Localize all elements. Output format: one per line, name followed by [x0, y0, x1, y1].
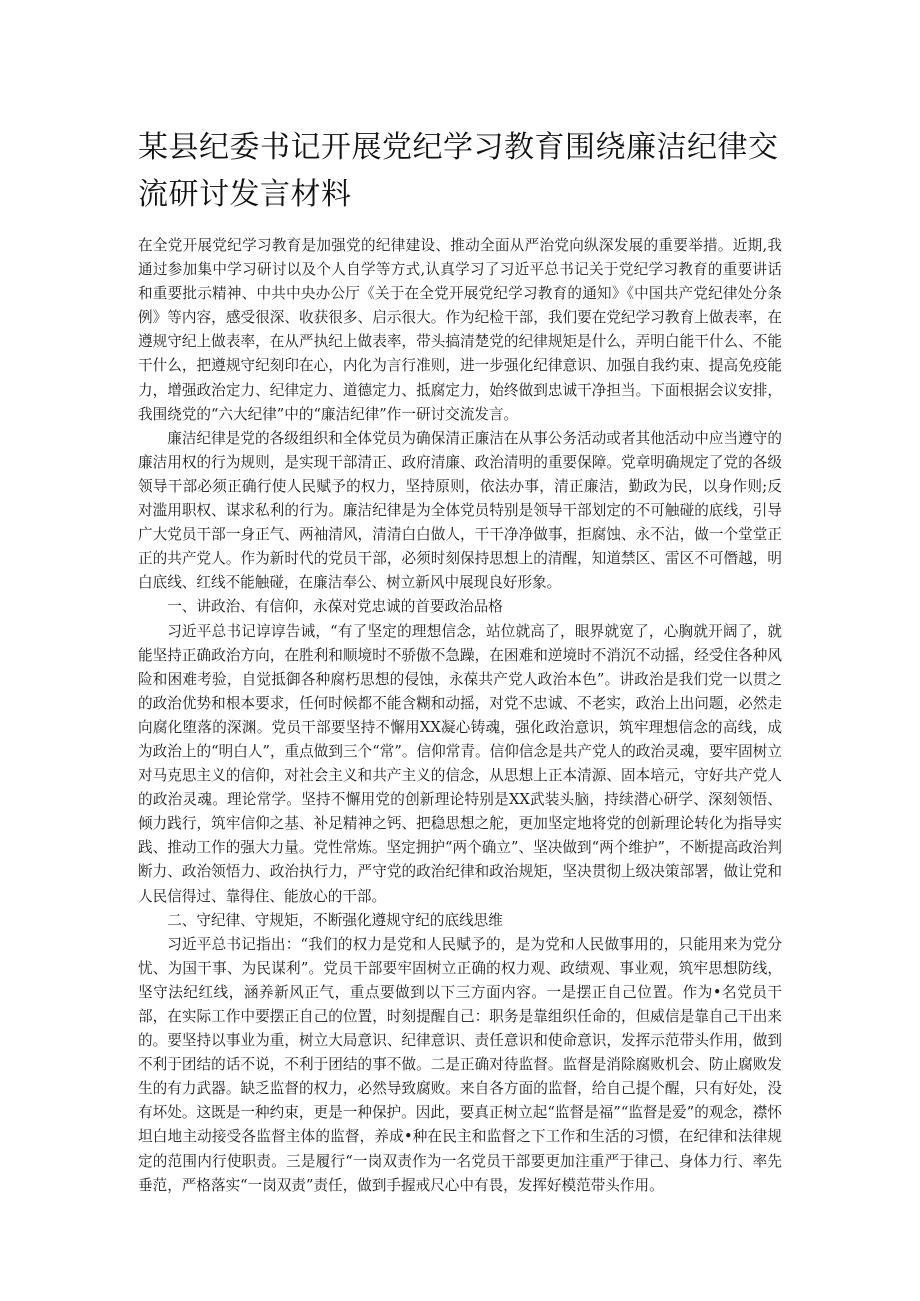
section-1-heading: 一、讲政治、有信仰，永葆对党忠诚的首要政治品格: [167, 598, 503, 616]
document-body: [138, 234, 782, 1198]
intro-paragraph: 在全党开展党纪学习教育是加强党的纪律建设、推动全面从严治党向纵深发展的重要举措。近期,我通过参加集中学习研讨以及个人自学等方式,认真学习了习近平总书记关于党纪学习教育的重要讲话和重要批示精神、中共中央办公厅《关于在全党开展党纪学习教育的通知》《中国共产党纪律处分条例》等内容，感受很深、收获很多、启示很大。作为纪检干部，我们要在党纪学习教育上做表率，在遵规守纪上做表率，在从严执纪上做表率，带头搞清楚党的纪律规矩是什么，弄明白能干什么、不能干什么，把遵规守纪刻印在心，内化为言行准则，进一步强化纪律意识、加强自我约束、提高免疫能力，增强政治定力、纪律定力、道德定力、抵腐定力，始终做到忠诚干净担当。下面根据会议安排，我围绕党的“六大纪律”中的“廉洁纪律”作一研讨交流发言。: [138, 237, 782, 423]
section-1-paragraph: 习近平总书记谆谆告诫，“有了坚定的理想信念，站位就高了，眼界就宽了，心胸就开阔了，就能坚持正确政治方向，在胜利和顺境时不骄傲不急躁，在困难和逆境时不消沉不动摇，经受住各种风险和困难考验，自觉抵御各种腐朽思想的侵蚀，永葆共产党人政治本色”。讲政治是我们党一以贯之的政治优势和根本要求，任何时候都不能含糊和动摇，对党不忠诚、不老实，政治上出问题，必然走向腐化堕落的深渊。党员干部要坚持不懈用XX凝心铸魂，强化政治意识，筑牢理想信念的高线，成为政治上的“明白人”，重点做到三个“常”。信仰常青。信仰信念是共产党人的政治灵魂，要牢固树立对马克思主义的信仰，对社会主义和共产主义的信念，从思想上正本清源、固本培元，守好共产党人的政治灵魂。理论常学。坚持不懈用党的创新理论特别是XX武装头脑，持续潜心研学、深刻领悟、倾力践行，筑牢信仰之基、补足精神之钙、把稳思想之舵，更加坚定地将党的创新理论转化为指导实践、推动工作的强大力量。党性常炼。坚定拥护“两个确立”、坚决做到“两个维护”，不断提高政治判断力、政治领悟力、政治执行力，严守党的政治纪律和政治规矩，坚决贯彻上级决策部署，做让党和人民信得过、靠得住、能放心的干部。: [138, 622, 782, 905]
integrity-discipline-paragraph: 廉洁纪律是党的各级组织和全体党员为确保清正廉洁在从事公务活动或者其他活动中应当遵守的廉洁用权的行为规则，是实现干部清正、政府清廉、政治清明的重要保障。党章明确规定了党的各级领导干部必须正确行使人民赋予的权力，坚持原则，依法办事，清正廉洁，勤政为民，以身作则;反对滥用职权、谋求私利的行为。廉洁纪律是为全体党员特别是领导干部划定的不可触碰的底线，引导广大党员干部一身正气、两袖清风，清清白白做人，干干净净做事，拒腐蚀、永不沾，做一个堂堂正正的共产党人。作为新时代的党员干部，必须时刻保持思想上的清醒，知道禁区、雷区不可僭越，明白底线、红线不能触碰，在廉洁奉公、树立新风中展现良好形象。: [138, 429, 782, 592]
section-2-heading: 二、守纪律、守规矩，不断强化遵规守纪的底线思维: [167, 911, 503, 929]
document-title: 某县纪委书记开展党纪学习教育围绕廉洁纪律交流研讨发言材料: [138, 130, 779, 212]
section-2-paragraph: 习近平总书记指出：“我们的权力是党和人民赋予的，是为党和人民做事用的，只能用来为党分忧、为国干事、为民谋利”。党员干部要牢固树立正确的权力观、政绩观、事业观，筑牢思想防线，坚守法纪红线，涵养新风正气，重点要做到以下三方面内容。一是摆正自己位置。作为•名党员干部，在实际工作中要摆正自己的位置，时刻提醒自己：职务是靠组织任命的，但威信是靠自己干出来的。要坚持以事业为重，树立大局意识、纪律意识、责任意识和使命意识，发挥示范带头作用，做到不利于团结的话不说，不利于团结的事不做。二是正确对待监督。监督是消除腐败机会、防止腐败发生的有力武器。缺乏监督的权力，必然导致腐败。来自各方面的监督，给自己提个醒，只有好处，没有坏处。这既是一种约束，更是一种保护。因此，要真正树立起“监督是福”“监督是爱”的观念，襟怀坦白地主动接受各监督主体的监督，养成•种在民主和监督之下工作和生活的习惯，在纪律和法律规定的范围内行使职责。三是履行“一岗双责作为一名党员干部要更加注重严于律己、身体力行、率先垂范，严格落实“一岗双责”责任，做到手握戒尺心中有畏，发挥好模范带头作用。: [138, 935, 782, 1194]
